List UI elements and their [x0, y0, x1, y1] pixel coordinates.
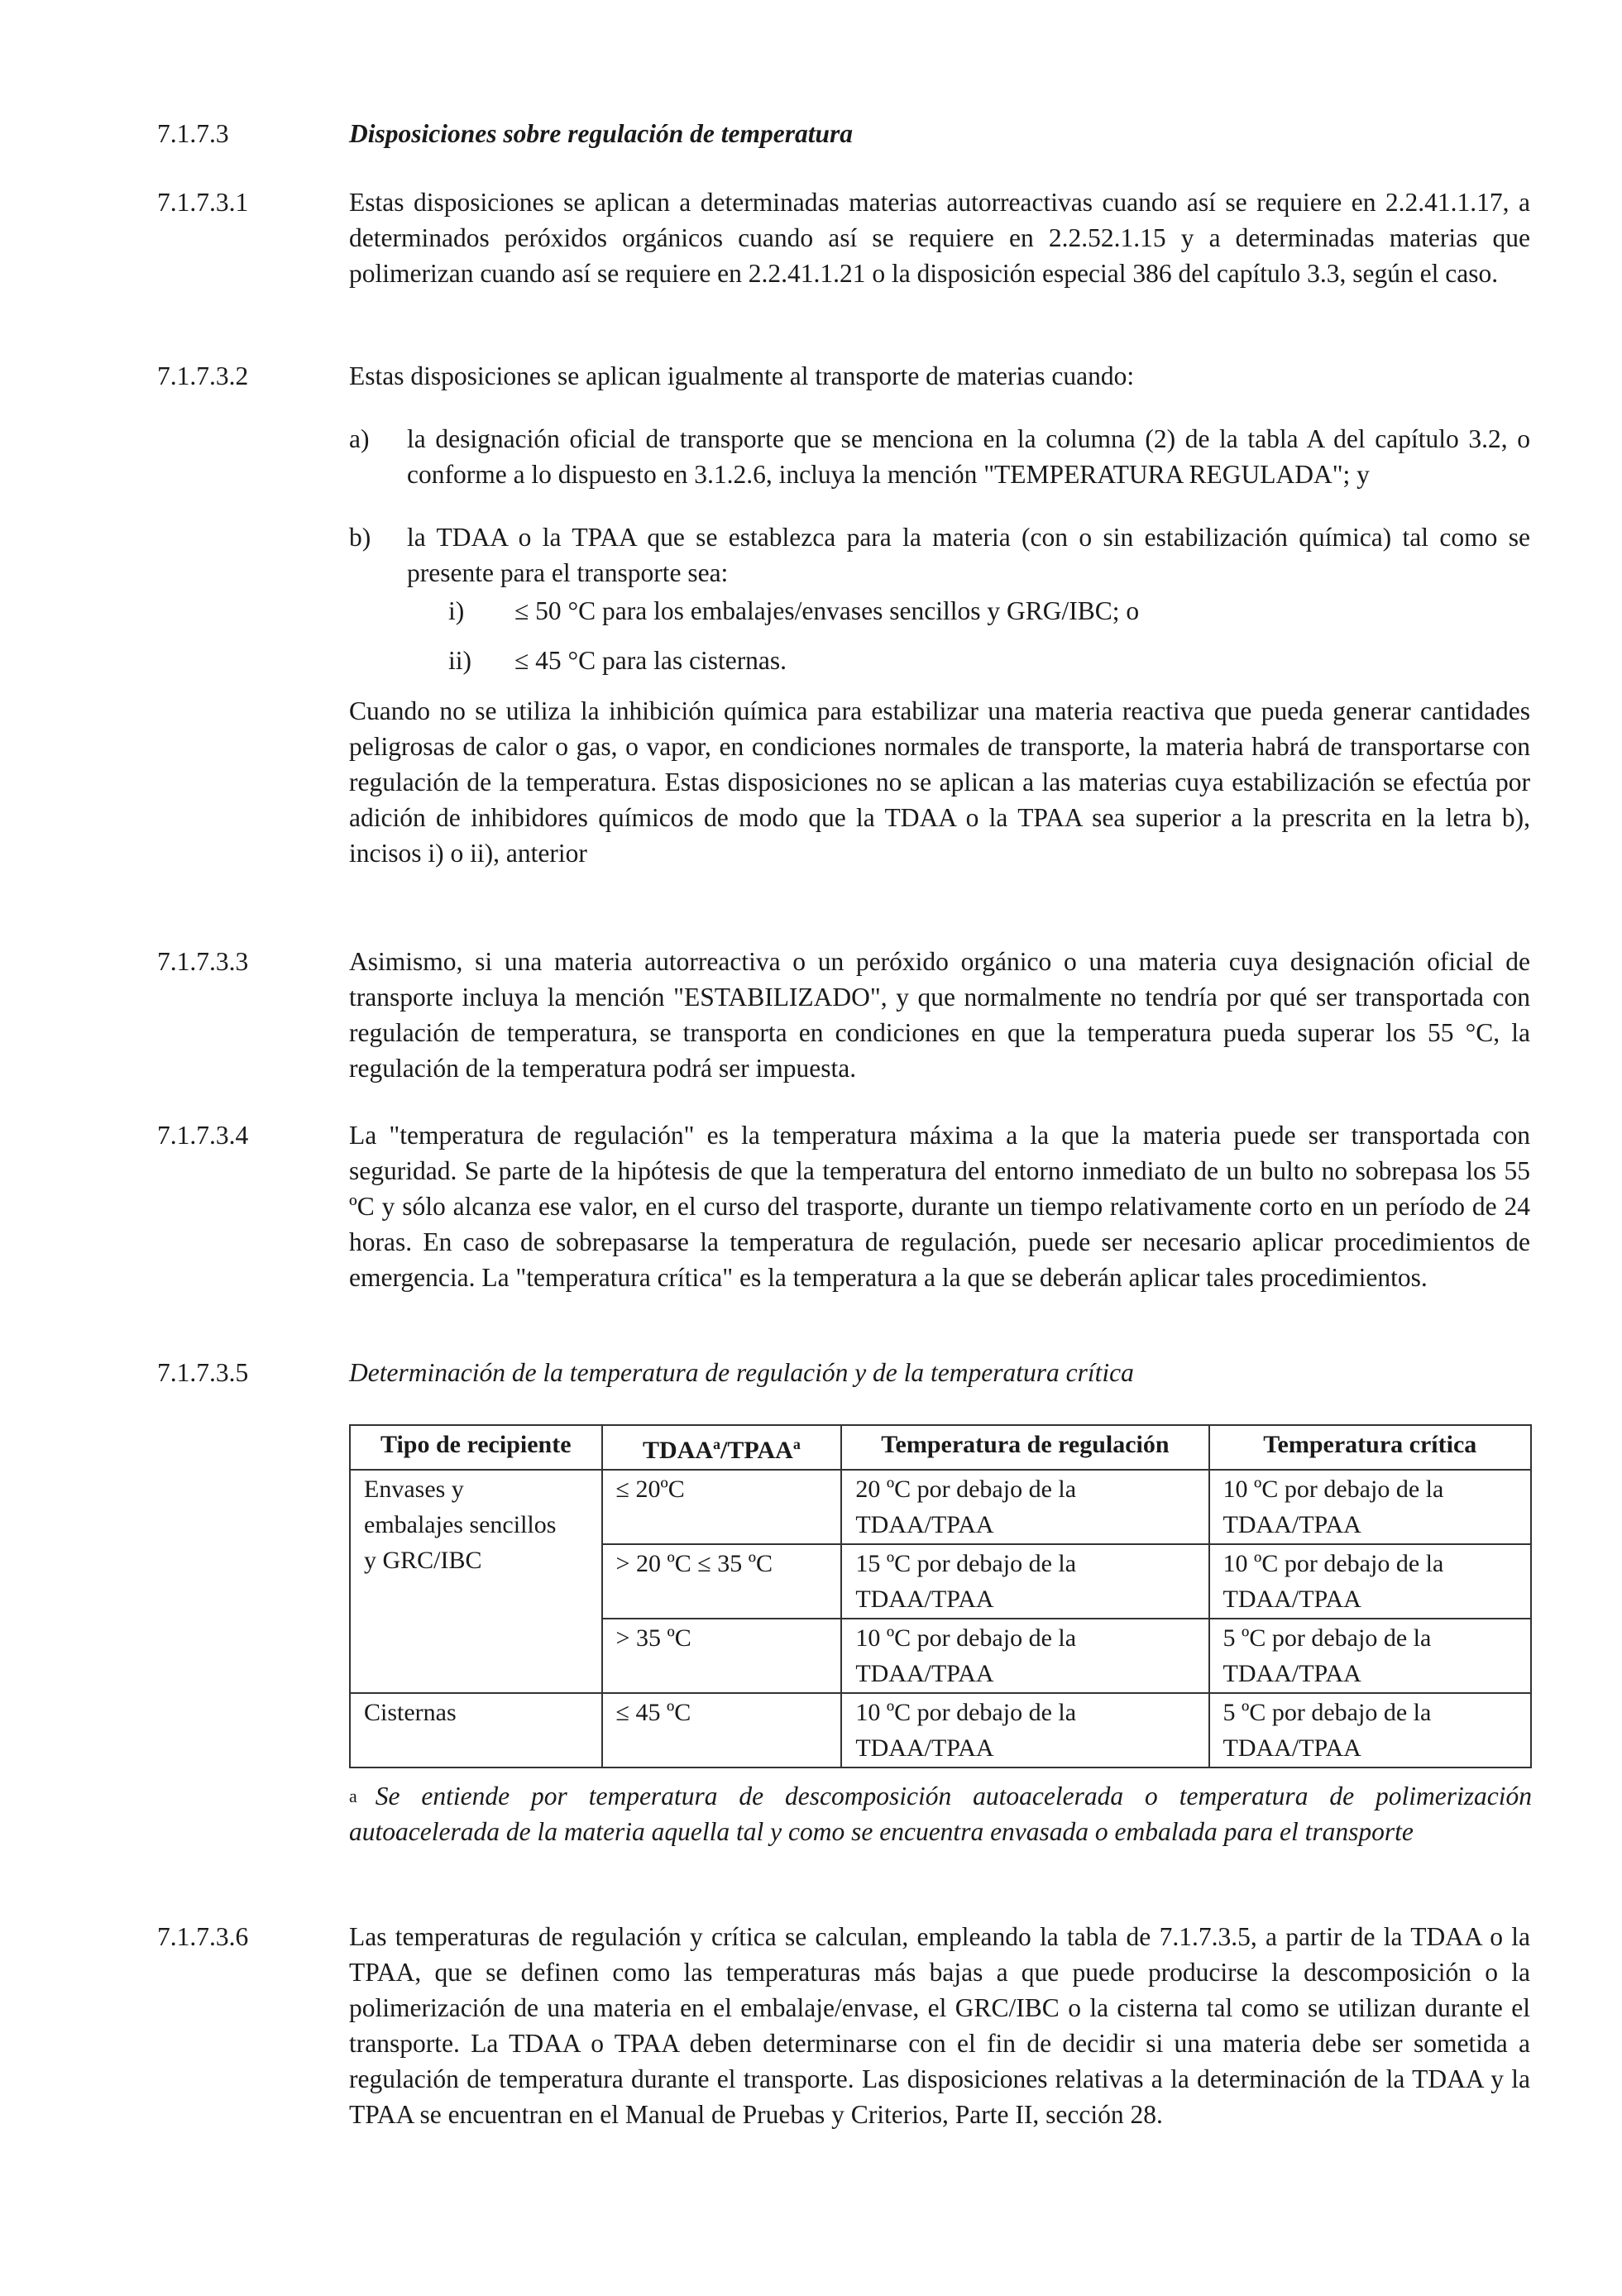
list-label: a) [349, 424, 370, 453]
table-row [350, 1693, 1531, 1767]
list-text: la TDAA o la TPAA que se establezca para la materia (con o sin estabilización química) tal como se presente para el transporte sea: [407, 523, 1530, 587]
section-title: Disposiciones sobre regulación de temperatura [349, 119, 854, 148]
list-text: ≤ 45 °C para las cisternas. [514, 646, 787, 675]
table-cell: > 20 ºC ≤ 35 ºC [602, 1544, 842, 1619]
header-tpaa: /TPAA [720, 1437, 793, 1464]
list-item-b [349, 519, 1530, 591]
list-item-i [399, 593, 1530, 629]
table-cell-group: Envases y embalajes sencillos y GRC/IBC [350, 1470, 602, 1619]
list-label: i) [448, 596, 465, 625]
list-item-a [349, 421, 1530, 492]
table-header-row [350, 1425, 1531, 1470]
table-header [602, 1425, 842, 1470]
section-text: Estas disposiciones se aplican a determinadas materias autorreactivas cuando así se requiere en 2.2.41.1.17, a determinados peróxidos orgánicos cuando así se requiere en 2.2.52.1.15 y a determinadas materias que polimerizan cuando así se requiere en 2.2.41.1.21 o la disposición especial 386 del capítulo 3.3, según el caso. [349, 188, 1530, 288]
footnote-mark: a [713, 1436, 721, 1452]
footnote-text: Se entiende por temperatura de descomposición autoacelerada o temperatura de polimerización autoacelerada de la materia aquella tal y como se encuentra envasada o embalada para el transporte [349, 1782, 1532, 1846]
section-7-1-7-3-4 [157, 1117, 1530, 1295]
table-cell: 10 ºC por debajo de la TDAA/TPAA [1209, 1544, 1531, 1619]
section-text: La "temperatura de regulación" es la temperatura máxima a la que la materia puede ser transportada con seguridad. Se parte de la hipótesis de que la temperatura del entorno inmediato de un bulto no sobrepasa los 55 ºC y sólo alcanza ese valor, en el curso del trasporte, durante un tiempo relativamente corto en un período de 24 horas. En caso de sobrepasarse la temperatura de regulación, puede ser necesario aplicar procedimientos de emergencia. La "temperatura crítica" es la temperatura a la que se deberán aplicar tales procedimientos. [349, 1121, 1530, 1292]
table-header: Temperatura crítica [1209, 1425, 1531, 1470]
section-7-1-7-3-1 [157, 184, 1530, 291]
table-footnote [349, 1778, 1532, 1849]
section-number: 7.1.7.3.3 [157, 947, 249, 976]
table-cell: 10 ºC por debajo de la TDAA/TPAA [841, 1619, 1208, 1693]
section-number: 7.1.7.3.5 [157, 1358, 249, 1387]
table-row [350, 1619, 1531, 1693]
list-text: la designación oficial de transporte que se menciona en la columna (2) de la tabla A del capítulo 3.2, o conforme a lo dispuesto en 3.1.2.6, incluya la mención "TEMPERATURA REGULADA"; y [407, 424, 1530, 489]
section-7-1-7-3-3 [157, 944, 1530, 1086]
footnote-mark: a [792, 1436, 801, 1452]
section-text [349, 358, 1530, 871]
section-7-1-7-3 [157, 116, 1530, 151]
section-7-1-7-3-6 [157, 1919, 1530, 2132]
section-number: 7.1.7.3.4 [157, 1121, 249, 1150]
section-text: Las temperaturas de regulación y crítica se calculan, empleando la tabla de 7.1.7.3.5, a partir de la TDAA o la TPAA, que se definen como las temperaturas más bajas a que puede producirse la descomposición o la polimerización de una materia en el embalaje/envase, el GRC/IBC o la cisterna tal como se utilizan durante el transporte. La TDAA o TPAA deben determinarse con el fin de decidir si una materia debe ser sometida a regulación de temperatura durante el transporte. Las disposiciones relativas a la determinación de la TDAA y la TPAA se encuentran en el Manual de Pruebas y Criterios, Parte II, sección 28. [349, 1922, 1530, 2129]
section-paragraph: Cuando no se utiliza la inhibición química para estabilizar una materia reactiva que pueda generar cantidades peligrosas de calor o gas, o vapor, en condiciones normales de transporte, la materia habrá de transportarse con regulación de la temperatura. Estas disposiciones no se aplican a las materias cuya estabilización se efectúa por adición de inhibidores químicos de modo que la TDAA o la TPAA sea superior a la prescrita en la letra b), incisos i) o ii), anterior [349, 696, 1530, 868]
table-cell: 5 ºC por debajo de la TDAA/TPAA [1209, 1693, 1531, 1767]
section-title: Determinación de la temperatura de regulación y de la temperatura crítica [349, 1358, 1134, 1387]
temperature-table [349, 1424, 1532, 1768]
header-tdaa: TDAA [643, 1437, 714, 1464]
section-7-1-7-3-5 [157, 1355, 1530, 1390]
table-cell: 15 ºC por debajo de la TDAA/TPAA [841, 1544, 1208, 1619]
footnote-mark: a [349, 1786, 357, 1806]
table-row [350, 1470, 1531, 1544]
list-text: ≤ 50 °C para los embalajes/envases sencillos y GRG/IBC; o [514, 596, 1140, 625]
list-label: b) [349, 523, 371, 552]
table-header: Temperatura de regulación [841, 1425, 1208, 1470]
section-7-1-7-3-2 [157, 358, 1530, 871]
table-cell: 10 ºC por debajo de la TDAA/TPAA [1209, 1470, 1531, 1544]
table-cell: > 35 ºC [602, 1619, 842, 1693]
section-text: Asimismo, si una materia autorreactiva o un peróxido orgánico o una materia cuya designación oficial de transporte incluya la mención "ESTABILIZADO", y que normalmente no tendría por qué ser transportada con regulación de temperatura, se transporta en condiciones en que la temperatura pueda superar los 55 °C, la regulación de la temperatura podrá ser impuesta. [349, 947, 1530, 1083]
table-cell: ≤ 45 ºC [602, 1693, 842, 1767]
section-intro: Estas disposiciones se aplican igualmente al transporte de materias cuando: [349, 361, 1135, 390]
table-cell: ≤ 20ºC [602, 1470, 842, 1544]
table-cell: 20 ºC por debajo de la TDAA/TPAA [841, 1470, 1208, 1544]
table-cell-group: Cisternas [350, 1693, 602, 1767]
section-number: 7.1.7.3.6 [157, 1922, 249, 1951]
table-cell: 5 ºC por debajo de la TDAA/TPAA [1209, 1619, 1531, 1693]
section-number: 7.1.7.3.2 [157, 361, 249, 390]
table-header: Tipo de recipiente [350, 1425, 602, 1470]
list-item-ii [399, 643, 1530, 678]
table-cell-group [350, 1619, 602, 1693]
section-number: 7.1.7.3.1 [157, 188, 249, 217]
section-number: 7.1.7.3 [157, 119, 229, 148]
list-label: ii) [448, 646, 471, 675]
table-cell: 10 ºC por debajo de la TDAA/TPAA [841, 1693, 1208, 1767]
